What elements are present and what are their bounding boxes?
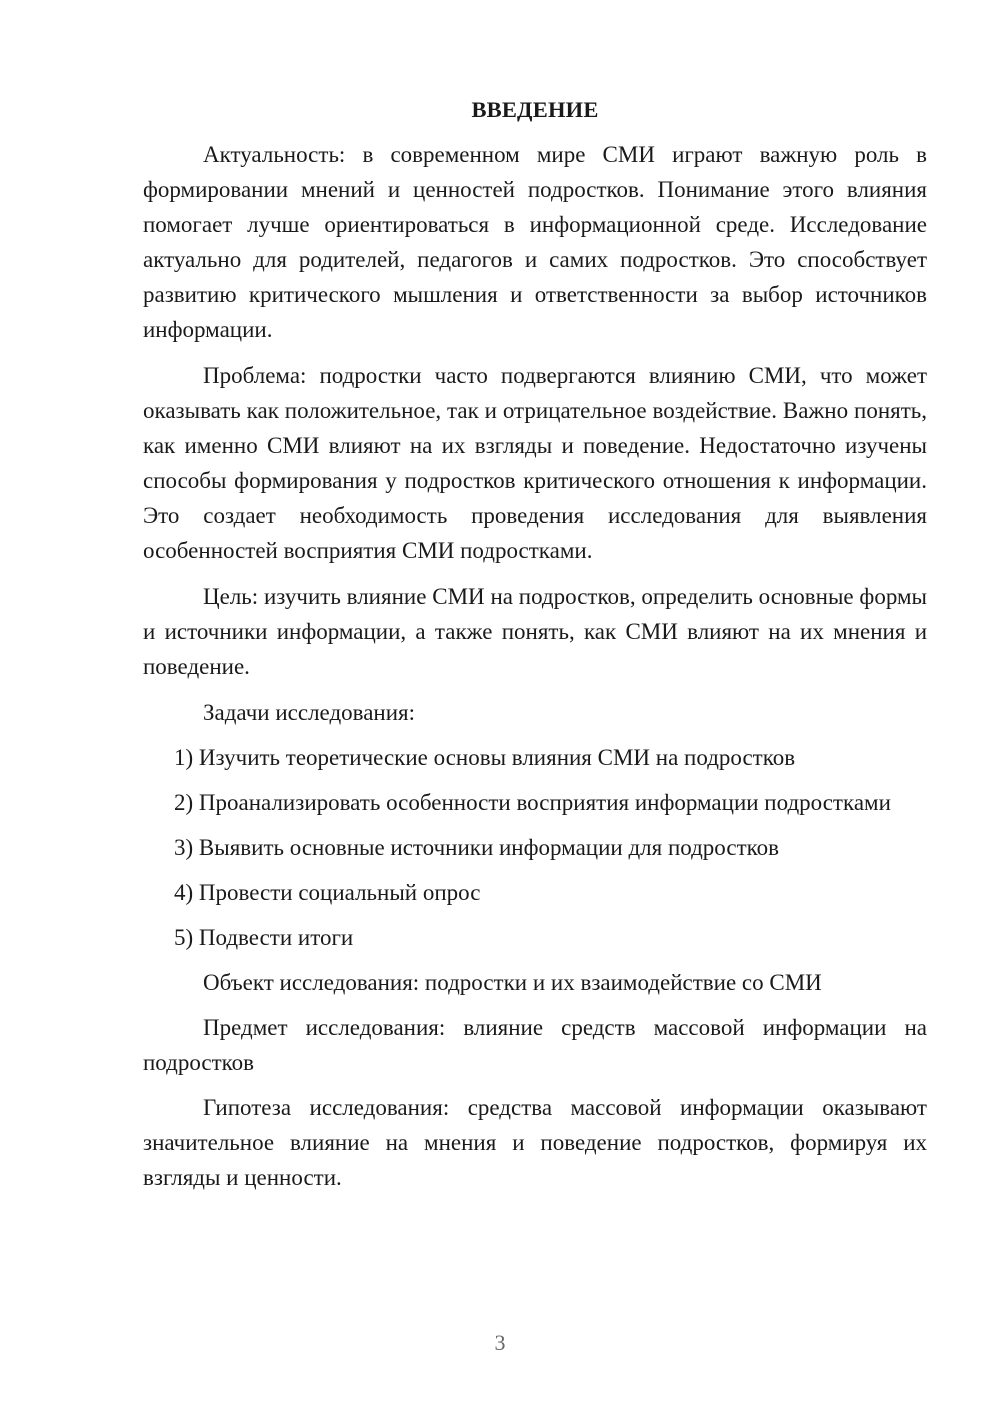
task-item-5: 5) Подвести итоги <box>174 925 354 950</box>
document-body <box>143 92 927 1195</box>
relevance-paragraph: Актуальность: в современном мире СМИ играют важную роль в формировании мнений и ценностей подростков. Понимание этого влияния помогает лучше ориентироваться в информационной среде. Исследование актуально для родителей, педагогов и самих подростков. Это способствует развитию критического мышления и ответственности за выбор источников информации. <box>143 142 927 342</box>
page-number: 3 <box>494 1330 506 1355</box>
task-item-1: 1) Изучить теоретические основы влияния СМИ на подростков <box>174 745 796 770</box>
task-item-4: 4) Провести социальный опрос <box>174 880 481 905</box>
problem-paragraph: Проблема: подростки часто подвергаются влиянию СМИ, что может оказывать как положительное, так и отрицательное воздействие. Важно понять, как именно СМИ влияют на их взгляды и поведение. Недостаточно изучены способы формирования у подростков критического отношения к информации. Это создает необходимость проведения исследования для выявления особенностей восприятия СМИ подростками. <box>143 363 927 563</box>
tasks-heading: Задачи исследования: <box>203 700 416 725</box>
goal-paragraph: Цель: изучить влияние СМИ на подростков, определить основные формы и источники информации, а также понять, как СМИ влияют на их мнения и поведение. <box>143 584 927 679</box>
hypothesis-paragraph: Гипотеза исследования: средства массовой информации оказывают значительное влияние на мнения и поведение подростков, формируя их взгляды и ценности. <box>143 1095 927 1190</box>
task-item-2: 2) Проанализировать особенности восприятия информации подростками <box>174 790 891 815</box>
section-title: ВВЕДЕНИЕ <box>471 97 599 122</box>
object-paragraph: Объект исследования: подростки и их взаимодействие со СМИ <box>203 970 822 995</box>
subject-paragraph: Предмет исследования: влияние средств массовой информации на подростков <box>143 1015 927 1075</box>
task-item-3: 3) Выявить основные источники информации для подростков <box>174 835 780 860</box>
